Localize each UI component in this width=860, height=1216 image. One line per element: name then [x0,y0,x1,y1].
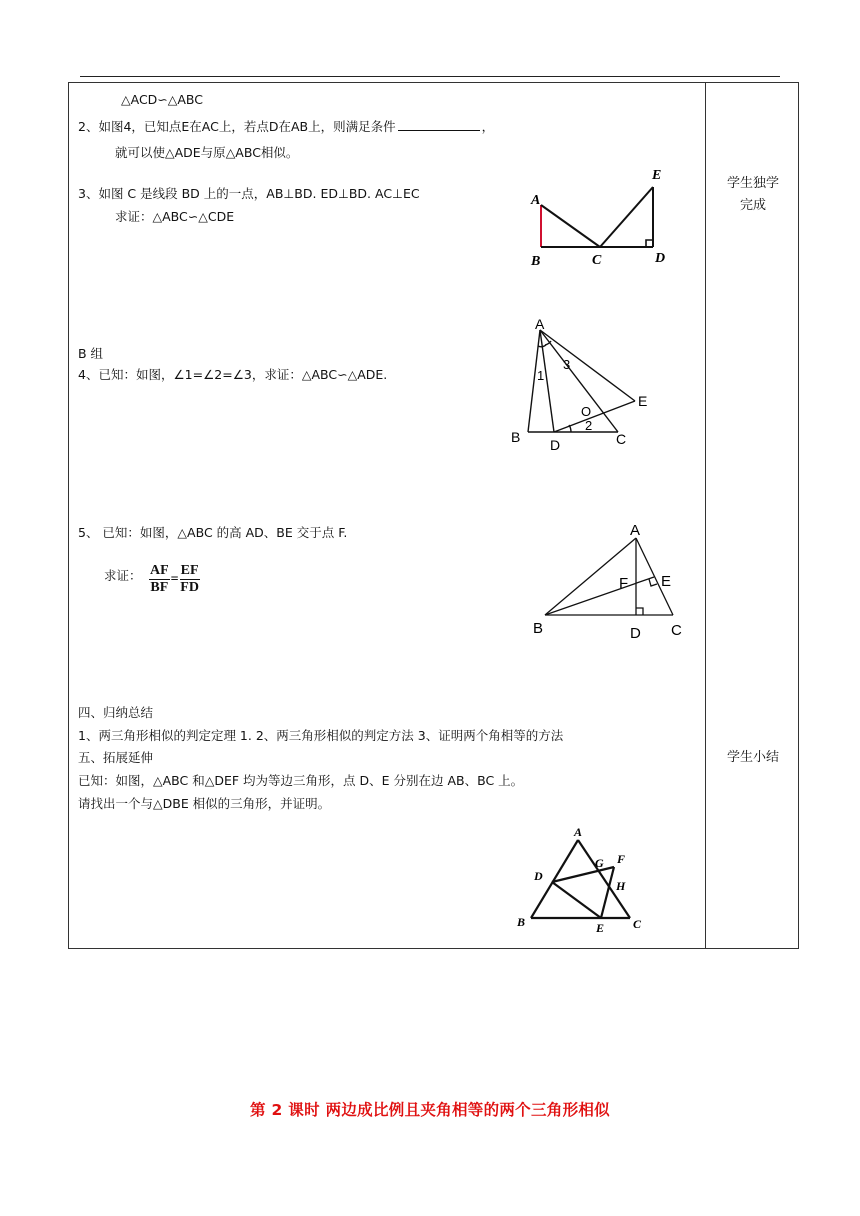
label-d: D [534,869,543,883]
proportion-formula: $\frac{AF}{BF}$ = $\frac{EF}{FD}$ [150,563,199,595]
question-2 [78,118,494,135]
label-a: A [630,522,641,539]
label-b: B [533,620,544,637]
label-o: O [581,404,592,419]
angle-3: 3 [563,357,571,372]
label-e: E [596,921,605,935]
label-f: F [619,575,629,592]
label-e: E [638,393,648,409]
lesson-title: 第 2 课时 两边成比例且夹角相等的两个三角形相似 [250,1101,610,1119]
question-3-statement: 3、如图 C 是线段 BD 上的一点，AB⊥BD. ED⊥BD. AC⊥EC [78,186,420,201]
summary-heading: 四、归纳总结 [78,705,154,720]
answer-blank[interactable] [398,118,480,131]
angle-2: 2 [585,418,593,433]
question-2-conclusion: 就可以使△ADE与原△ABC相似。 [115,145,299,160]
label-h: H [616,879,626,893]
label-e: E [661,573,672,590]
question-5-prove-label: 求证： [104,568,142,583]
extension-line-1: 已知：如图，△ABC 和△DEF 均为等边三角形，点 D、E 分别在边 AB、BC 上。 [78,773,524,788]
label-d: D [655,251,666,266]
figure-angles-123 [505,312,665,457]
label-e: E [652,168,662,183]
label-g: G [595,856,604,870]
label-b: B [531,254,541,269]
question-2-text: 2、如图4，已知点E在AC上，若点D在AB上，则满足条件 [78,119,396,134]
summary-items: 1、两三角形相似的判定定理 1. 2、两三角形相似的判定方法 3、证明两个角相等的方法 [78,728,564,743]
question-2-comma: ， [481,119,495,134]
figure-abc-cde [525,160,675,270]
label-b: B [517,915,526,929]
label-b: B [511,429,521,445]
side-note-summary: 学生小结 [726,750,779,765]
top-rule [80,76,780,77]
fraction-ef-fd: $\frac{EF}{FD}$ [180,563,199,595]
line-acd: △ACD∽△ABC [121,92,204,107]
label-c: C [592,253,602,268]
side-note-self-study: 学生独学 完成 [726,176,779,213]
group-b-label: B 组 [78,346,104,361]
extension-line-2: 请找出一个与△DBE 相似的三角形，并证明。 [78,796,331,811]
extension-heading: 五、拓展延伸 [78,750,154,765]
angle-1: 1 [537,368,545,383]
fraction-af-bf: $\frac{AF}{BF}$ [150,563,169,595]
figure-altitudes [528,518,698,648]
label-a: A [535,316,545,332]
label-c: C [671,622,682,639]
question-5-statement: 5、 已知：如图，△ABC 的高 AD、BE 交于点 F. [78,525,348,540]
label-f: F [617,852,626,866]
question-3-prove: 求证：△ABC∽△CDE [115,209,235,224]
label-a: A [574,825,583,839]
label-c: C [633,917,642,931]
figure-equilateral [512,822,662,937]
question-4-statement: 4、已知：如图，∠1=∠2=∠3，求证：△ABC∽△ADE. [78,367,388,382]
label-d: D [550,437,561,453]
label-c: C [616,431,627,447]
label-d: D [630,625,641,642]
label-a: A [531,193,541,208]
